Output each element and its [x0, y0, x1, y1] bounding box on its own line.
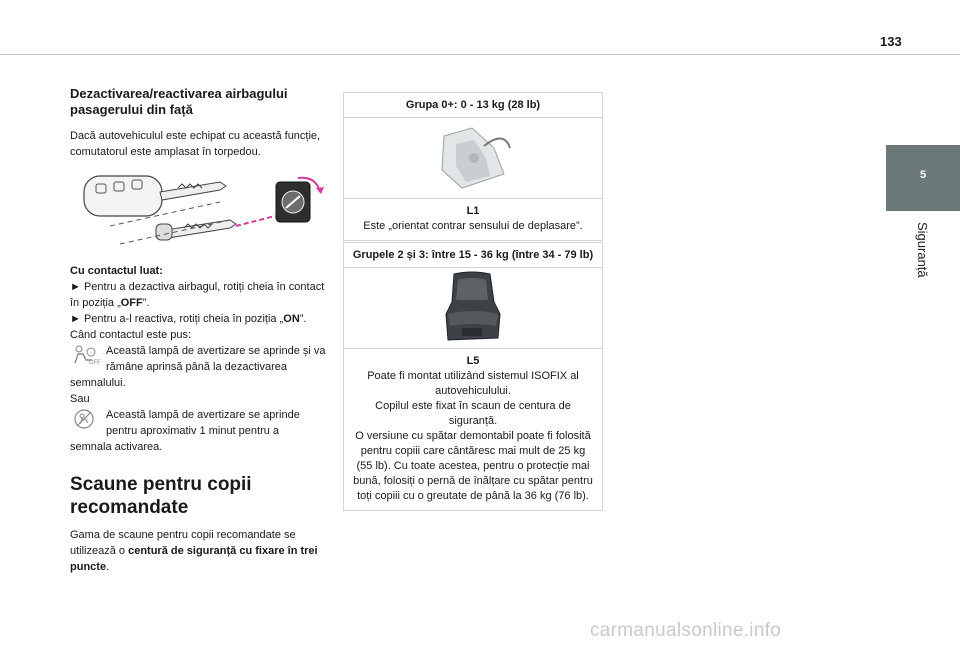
warning-lamp-1-text: OFF Această lampă de avertizare se aprinde și va rămâne aprinsă până la dezactivarea [70, 343, 332, 375]
warning-lamp-2-end: semnala activarea. [70, 441, 163, 453]
watermark: carmanualsonline.info [590, 620, 782, 641]
group-2-3-body [344, 349, 602, 510]
when-done-label: Când contactul este pus: [70, 329, 192, 341]
group-2-3-heading: Grupele 2 și 3: între 15 - 36 kg (între 34 - 79 lb) [344, 243, 602, 268]
group-0-line: Este „orientat contrar sensului de deplasare”. [363, 220, 583, 232]
reactivate-step: ► Pentru a-l reactiva, rotiți cheia în poziția „ON”. [70, 313, 307, 325]
chapter-title-text: Siguranță [915, 222, 930, 278]
airbag-switch-icon [276, 178, 324, 222]
group-0-heading: Grupa 0+: 0 - 13 kg (28 lb) [344, 93, 602, 118]
group-2-3-line-3: O versiune cu spătar demontabil poate fi folosită pentru copiii care cântăresc mai mult de 25 kg (55 lb). Cu toate acestea, pentru o protecție mai bună, folosiți o pernă de înălțare cu spătar pentru toți copiii cu o greutate de până la 36 kg (76 lb). [353, 430, 593, 502]
group-2-3-line-2: Copilul este fixat în scaun de centura de siguranță. [375, 400, 571, 427]
airbag-heading: Dezactivarea/reactivarea airbagului pasagerului din față [70, 86, 288, 117]
ignition-label: Cu contactul luat: [70, 265, 163, 277]
group-2-3-panel [343, 242, 603, 511]
airbag-on-lamp-icon [72, 409, 98, 429]
rear-facing-seat-image [344, 118, 600, 198]
seats-intro: Gama de scaune pentru copii recomandate se utilizează o centură de siguranță cu fixare în trei puncte. [70, 529, 318, 573]
booster-seat-image [344, 268, 600, 348]
airbag-intro: Dacă autovehiculul este echipat cu această funcție, comutatorul este amplasat în torpedou. [70, 130, 321, 158]
airbag-off-lamp-icon [72, 345, 101, 366]
warning-lamp-2-text: Această lampă de avertizare se aprinde pentru aproximativ 1 minut pentru a [70, 407, 332, 439]
deactivate-step: ► Pentru a dezactiva airbagul, rotiți cheia în contact în poziția „OFF”. [70, 281, 325, 309]
group-0-code: L1 [466, 205, 480, 217]
page-number: 133 [880, 34, 902, 49]
key-switch-illustration [70, 168, 332, 252]
on-position: ON [283, 313, 300, 325]
chapter-tab[interactable] [886, 145, 960, 211]
warning-lamp-1-end: semnalului. [70, 377, 126, 389]
airbag-section [70, 86, 332, 575]
or-label: Sau [70, 393, 90, 405]
chapter-title [910, 222, 936, 302]
header-rule [0, 54, 960, 55]
chapter-number: 5 [919, 169, 927, 181]
svg-text:OFF: OFF [89, 359, 101, 366]
seats-title: Scaune pentru copii recomandate [70, 474, 252, 518]
group-2-3-code: L5 [466, 355, 480, 367]
group-0-body [344, 199, 602, 240]
key-icon [84, 176, 236, 240]
group-2-3-line-1: Poate fi montat utilizând sistemul ISOFIX al autovehiculului. [367, 370, 579, 397]
group-0-panel [343, 92, 603, 241]
off-position: OFF [120, 297, 143, 309]
